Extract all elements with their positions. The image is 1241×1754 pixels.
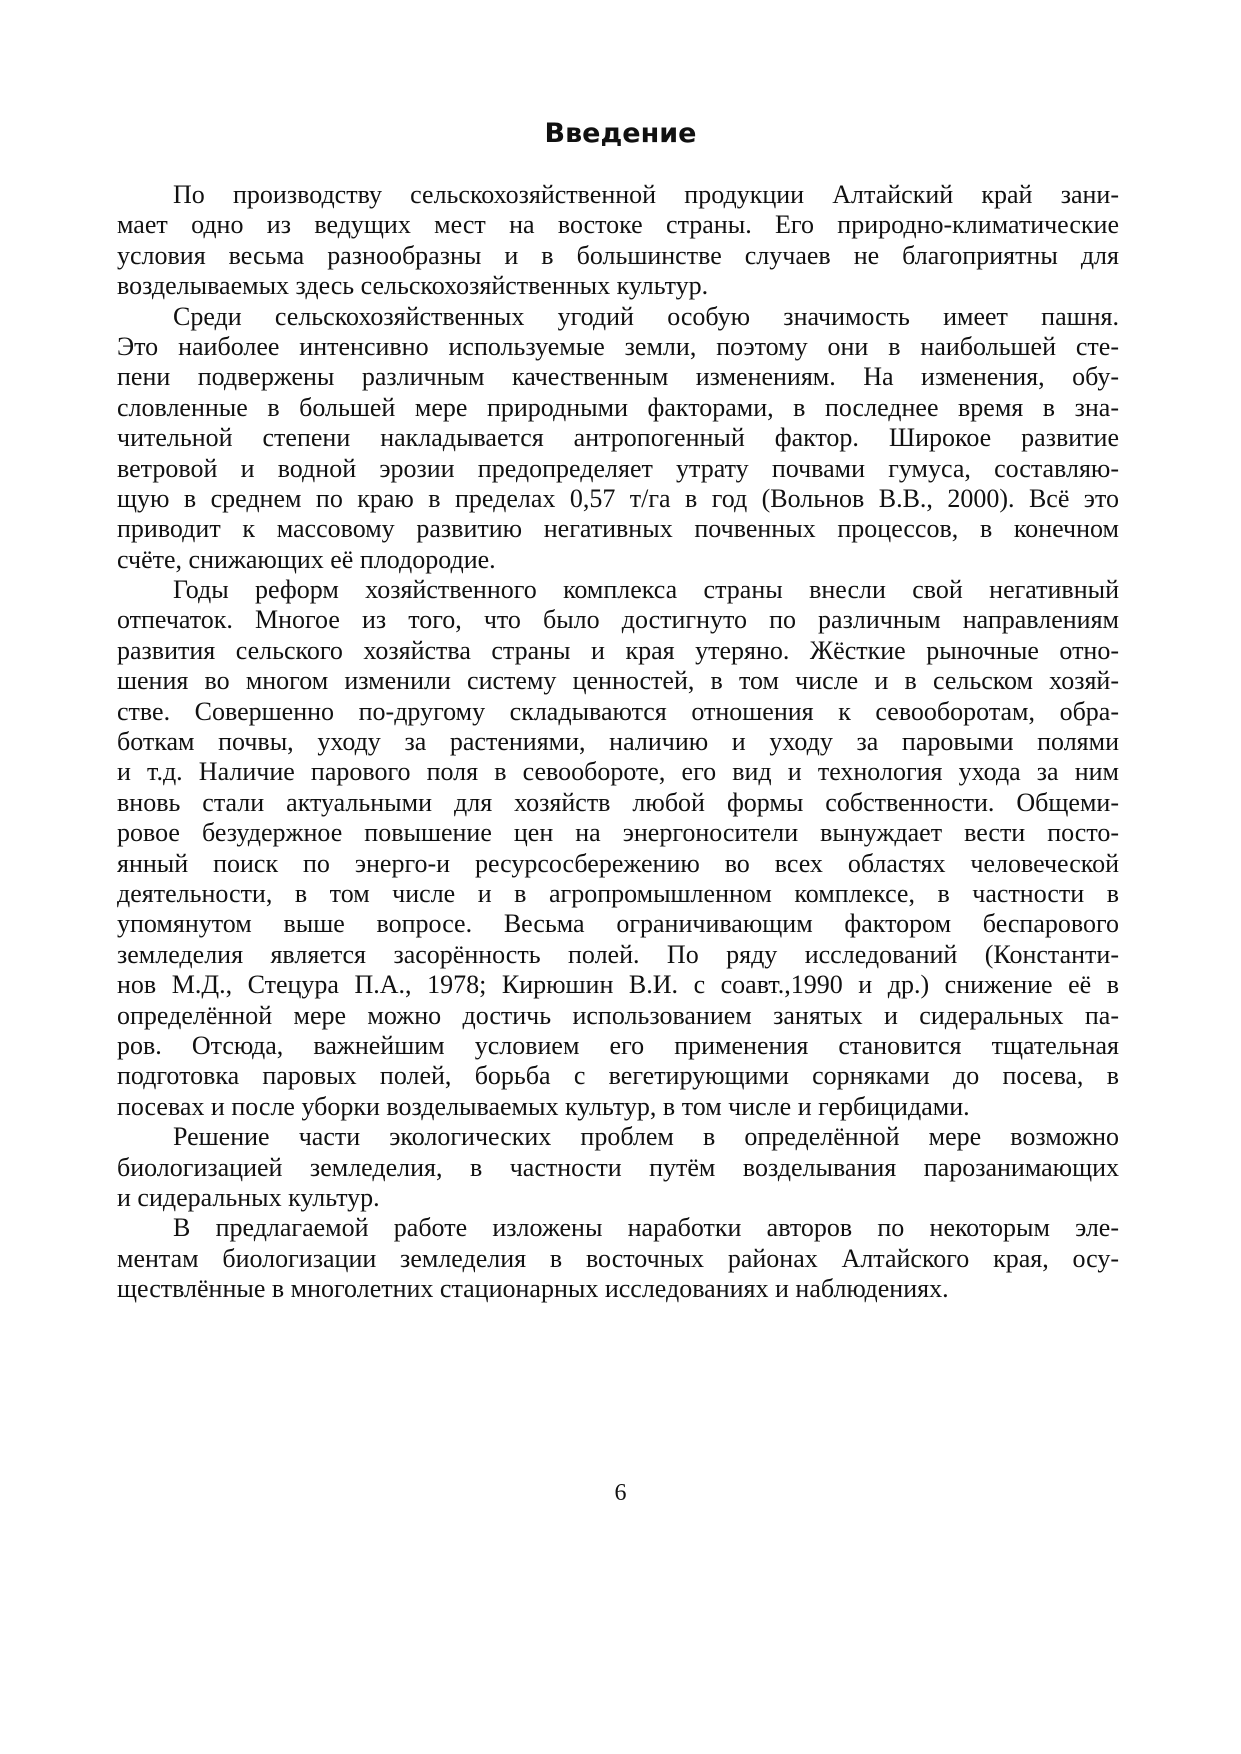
text-line: посевах и после уборки возделываемых культур, в том числе и гербицидами. [117,1091,970,1121]
text-line: шения во многом изменили систему ценностей, в том числе и в сельском хозяй- [117,666,1119,696]
text-line: По производству сельскохозяйственной продукции Алтайский край зани- [173,180,1119,209]
text-line: нов М.Д., Стецура П.А., 1978; Кирюшин В.И. с соавт.,1990 и др.) снижение её в [117,970,1119,1000]
text-line: Это наиболее интенсивно используемые земли, поэтому они в наибольшей сте- [117,331,1119,361]
text-line: счёте, снижающих её плодородие. [117,544,496,574]
text-line: подготовка паровых полей, борьба с вегетирующими сорняками до посева, в [117,1061,1119,1091]
text-line: ментам биологизации земледелия в восточных районах Алтайского края, осу- [117,1243,1119,1273]
text-line: чительной степени накладывается антропогенный фактор. Широкое развитие [117,423,1119,453]
text-line: ровое безудержное повышение цен на энергоносители вынуждает вести посто- [117,818,1119,848]
document-body [117,180,1119,1304]
text-line: Решение части экологических проблем в определённой мере возможно [173,1122,1119,1152]
text-line: стве. Совершенно по-другому складываются отношения к севооборотам, обра- [117,696,1119,726]
text-line: ществлённые в многолетних стационарных исследованиях и наблюдениях. [117,1274,949,1304]
paragraph [117,1213,1119,1304]
page-number: 6 [614,1480,627,1506]
text-line: В предлагаемой работе изложены наработки авторов по некоторым эле- [173,1213,1119,1243]
text-line: пени подвержены различным качественным изменениям. На изменения, обу- [117,362,1119,392]
text-line: развития сельского хозяйства страны и края утеряно. Жёсткие рыночные отно- [117,635,1119,665]
text-line: янный поиск по энерго-и ресурсосбережению во всех областях человеческой [117,848,1119,878]
text-line: возделываемых здесь сельскохозяйственных культур. [117,271,709,301]
text-line: упомянутом выше вопросе. Весьма ограничивающим фактором беспарового [117,909,1119,939]
text-line: щую в среднем по краю в пределах 0,57 т/га в год (Вольнов В.В., 2000). Всё это [117,483,1119,513]
text-line: вновь стали актуальными для хозяйств любой формы собственности. Общеми- [117,787,1119,817]
section-title: Введение [544,118,697,149]
text-line: ветровой и водной эрозии предопределяет утрату почвами гумуса, составляю- [117,453,1119,483]
text-line: словленные в большей мере природными факторами, в последнее время в зна- [117,392,1119,422]
text-line: мает одно из ведущих мест на востоке страны. Его природно-климатические [117,210,1119,240]
text-line: условия весьма разнообразны и в большинстве случаев не благоприятны для [117,240,1119,270]
text-line: деятельности, в том числе и в агропромышленном комплексе, в частности в [117,878,1119,908]
paragraph [117,1122,1119,1213]
text-line: определённой мере можно достичь использованием занятых и сидеральных па- [117,1000,1119,1030]
paragraph [117,180,1119,302]
text-line: Среди сельскохозяйственных угодий особую значимость имеет пашня. [173,301,1119,331]
paragraph [117,575,1119,1122]
text-line: земледелия является засорённость полей. По ряду исследований (Константи- [117,939,1119,969]
text-line: и сидеральных культур. [117,1182,380,1212]
text-line: боткам почвы, уходу за растениями, наличию и уходу за паровыми полями [117,727,1119,757]
text-line: и т.д. Наличие парового поля в севообороте, его вид и технология ухода за ним [117,757,1119,787]
text-line: ров. Отсюда, важнейшим условием его применения становится тщательная [117,1030,1119,1060]
text-line: приводит к массовому развитию негативных почвенных процессов, в конечном [117,514,1119,544]
text-line: биологизацией земледелия, в частности путём возделывания парозанимающих [117,1152,1119,1182]
text-line: Годы реформ хозяйственного комплекса страны внесли свой негативный [173,575,1119,605]
text-line: отпечаток. Многое из того, что было достигнуто по различным направлениям [117,605,1119,635]
paragraph [117,302,1119,576]
